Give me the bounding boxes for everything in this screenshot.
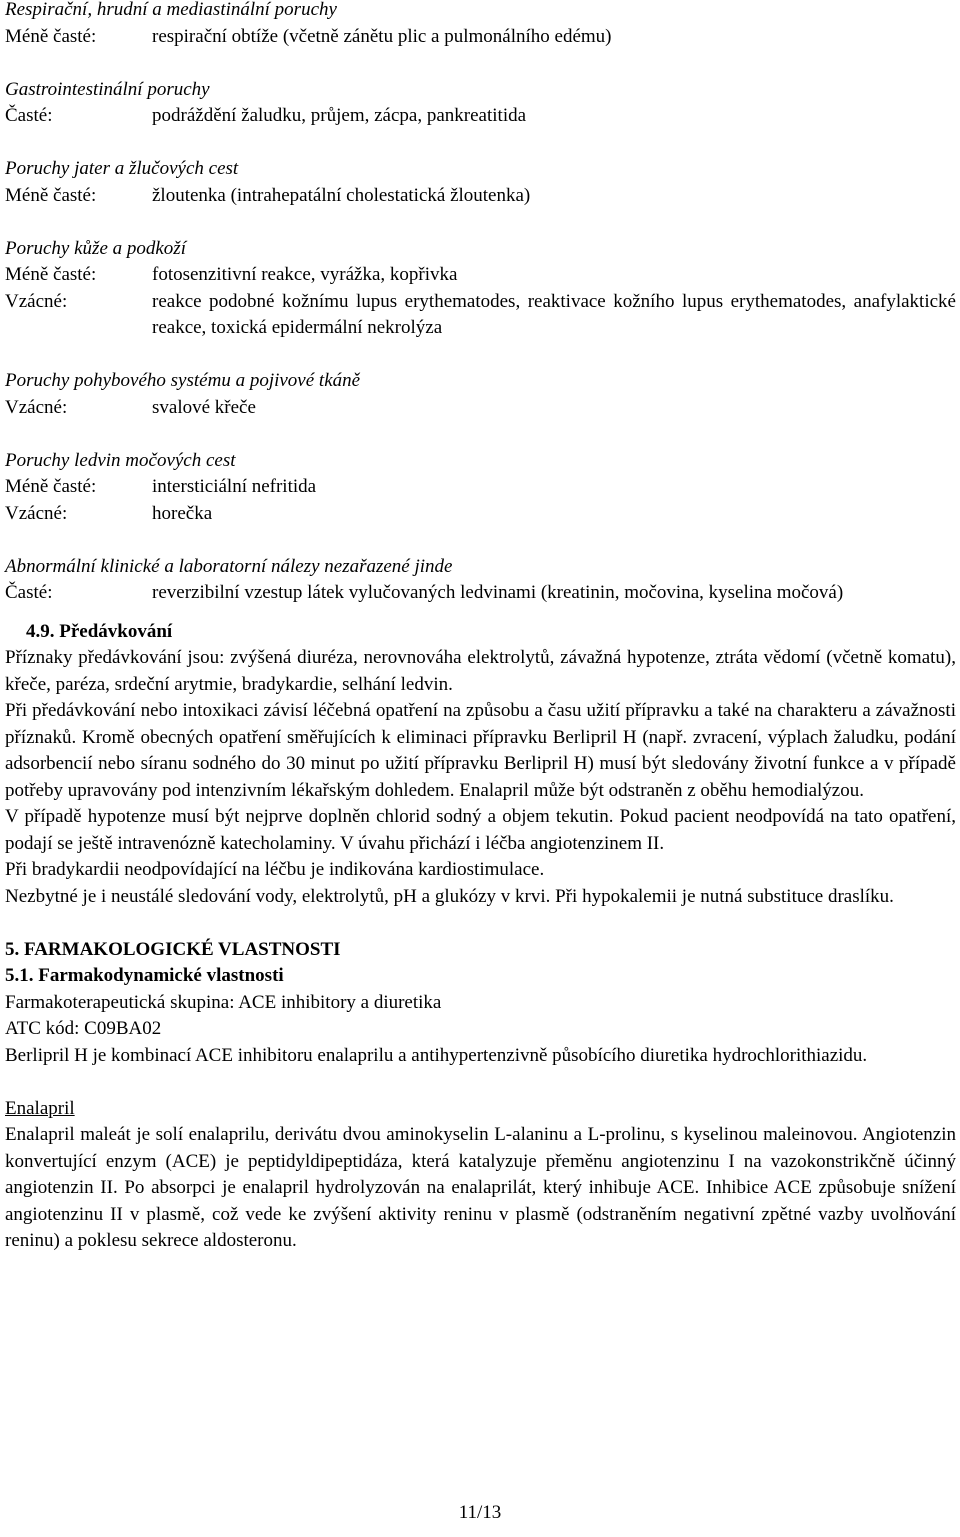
section-5-1-heading: 5.1. Farmakodynamické vlastnosti <box>5 965 284 986</box>
frequency-label: Vzácné: <box>5 290 68 312</box>
enalapril-heading: Enalapril <box>5 1097 75 1119</box>
organ-class-heading: Respirační, hrudní a mediastinální poruchy <box>5 0 337 20</box>
organ-class-heading: Poruchy kůže a podkoží <box>5 237 186 259</box>
therapeutic-group: Farmakoterapeutická skupina: ACE inhibitory a diuretika <box>5 991 442 1013</box>
organ-class-heading: Abnormální klinické a laboratorní nálezy nezařazené jinde <box>5 555 453 577</box>
overdose-paragraph: V případě hypotenze musí být nejprve doplněn chlorid sodný a objem tekutin. Pokud pacient neodpovídá na tato opatření, podají se ještě intravenózně katecholaminy. V úvahu přichází i léčba angiotenzinem II. <box>5 806 956 854</box>
overdose-paragraph: Nezbytné je i neustálé sledování vody, elektrolytů, pH a glukózy v krvi. Při hypokalemii je nutná substituce draslíku. <box>5 885 894 907</box>
overdose-heading: 4.9. Předávkování <box>26 620 173 642</box>
frequency-label: Vzácné: <box>5 502 68 524</box>
section-5-heading: 5. FARMAKOLOGICKÉ VLASTNOSTI <box>5 938 341 960</box>
adverse-effect-row <box>5 103 956 130</box>
page-number: 11/13 <box>458 1502 502 1523</box>
effect-description: respirační obtíže (včetně zánětu plic a pulmonálního edému) <box>152 25 612 47</box>
adverse-effect-row <box>5 262 956 289</box>
document-page <box>5 0 956 1255</box>
adverse-effect-row <box>5 289 956 342</box>
adverse-effect-row <box>5 580 956 607</box>
effect-description: reakce podobné kožnímu lupus erythematodes, reaktivace kožního lupus erythematodes, anafylaktické reakce, toxická epidermální nekrolýza <box>152 290 956 338</box>
organ-class-heading: Poruchy ledvin močových cest <box>5 449 236 471</box>
frequency-label: Časté: <box>5 105 53 126</box>
frequency-label: Méně časté: <box>5 476 97 497</box>
organ-class-heading: Poruchy pohybového systému a pojivové tkáně <box>5 370 361 391</box>
adverse-effect-row <box>5 474 956 501</box>
organ-class-heading: Gastrointestinální poruchy <box>5 78 210 100</box>
frequency-label: Vzácné: <box>5 396 68 418</box>
overdose-paragraph: Příznaky předávkování jsou: zvýšená diuréza, nerovnováha elektrolytů, závažná hypotenze, ztráta vědomí (včetně komatu), křeče, paréza, srdeční arytmie, bradykardie, selhání ledvin. <box>5 647 956 695</box>
adverse-effects-list <box>5 0 956 607</box>
enalapril-paragraph: Enalapril maleát je solí enalaprilu, derivátu dvou aminokyselin L-alaninu a L-prolinu, s kyselinou maleinovou. Angiotenzin konvertující enzym (ACE) je peptidyldipeptidáza, která katalyzuje přeměnu angiotenzinu I na vazokonstrikčně účinný angiotenzin II. Po absorpci je enalapril hydrolyzován na enalaprilát, který inhibuje ACE. Inhibice ACE způsobuje snížení angiotenzinu II v plasmě, což vede ke zvýšení aktivity reninu v plasmě (odstraněním negativní zpětné vazby uvolňování reninu) a poklesu sekrece aldosteronu. <box>5 1124 956 1251</box>
adverse-effect-row <box>5 24 956 51</box>
adverse-effect-row <box>5 395 956 422</box>
frequency-label: Méně časté: <box>5 264 97 285</box>
atc-code: ATC kód: C09BA02 <box>5 1018 162 1039</box>
overdose-paragraph: Při předávkování nebo intoxikaci závisí léčebná opatření na způsobu a času užití přípravku a také na charakteru a závažnosti příznaků. Kromě obecných opatření směřujících k eliminaci přípravku Berlipril H (např. zvracení, výplach žaludku, podání adsorbencií nebo síranu sodného do 30 minut po užití přípravku Berlipril H) musí být sledovány životní funkce a v případě potřeby upravovány pod intenzivním lékařským dohledem. Enalapril může být odstraněn z oběhu hemodialýzou. <box>5 700 956 801</box>
adverse-effect-row <box>5 183 956 210</box>
frequency-label: Méně časté: <box>5 184 97 206</box>
effect-description: horečka <box>152 502 213 524</box>
effect-description: žloutenka (intrahepatální cholestatická žloutenka) <box>152 184 531 206</box>
effect-description: fotosenzitivní reakce, vyrážka, kopřivka <box>152 264 458 285</box>
overdose-paragraph: Při bradykardii neodpovídající na léčbu je indikována kardiostimulace. <box>5 859 545 880</box>
effect-description: podráždění žaludku, průjem, zácpa, pankreatitida <box>152 105 527 126</box>
effect-description: reverzibilní vzestup látek vylučovaných ledvinami (kreatinin, močovina, kyselina močová) <box>152 582 844 603</box>
pharmacology-intro: Berlipril H je kombinací ACE inhibitoru enalaprilu a antihypertenzivně působícího diuretika hydrochlorithiazidu. <box>5 1044 868 1066</box>
effect-description: svalové křeče <box>152 396 256 418</box>
adverse-effect-row <box>5 501 956 528</box>
frequency-label: Časté: <box>5 582 53 603</box>
effect-description: intersticiální nefritida <box>152 476 317 497</box>
organ-class-heading: Poruchy jater a žlučových cest <box>5 158 239 179</box>
frequency-label: Méně časté: <box>5 25 97 47</box>
